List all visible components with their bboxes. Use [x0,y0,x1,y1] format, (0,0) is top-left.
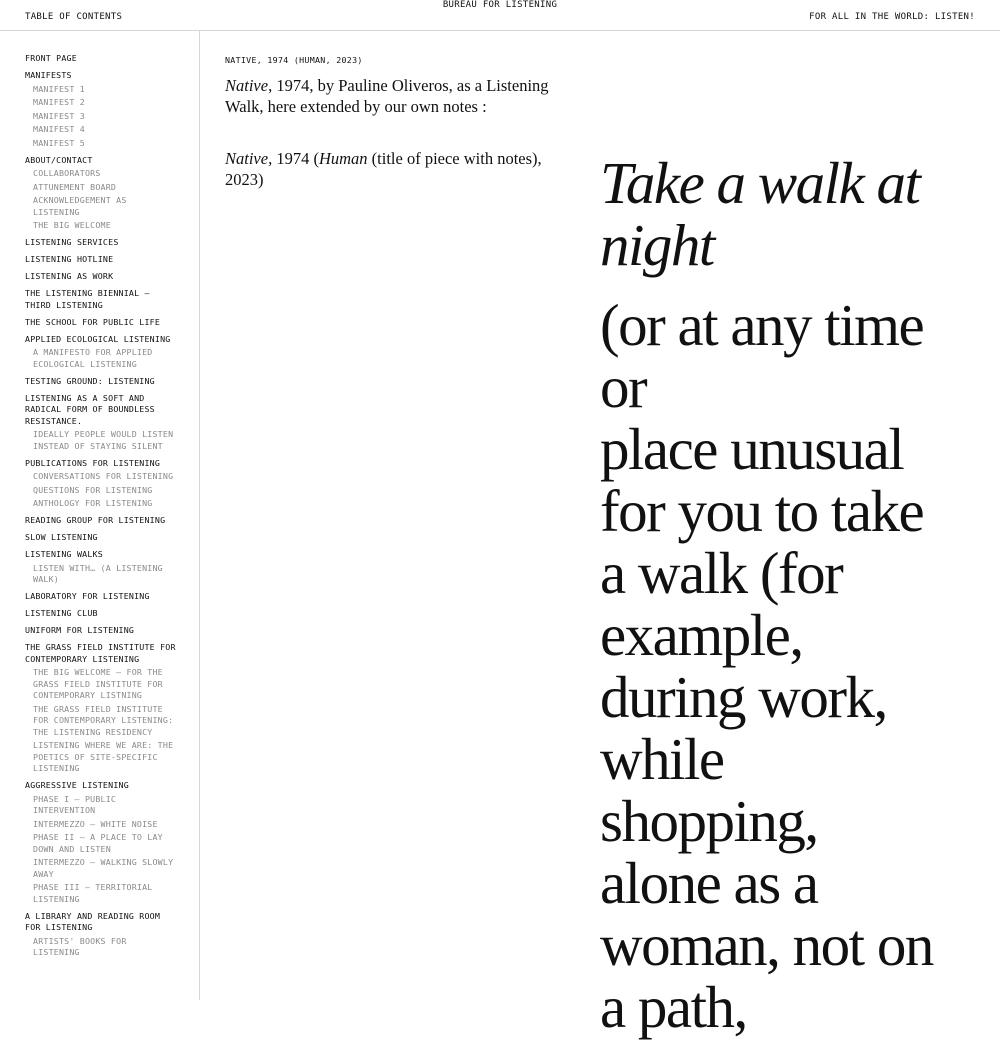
sidebar-item[interactable]: APPLIED ECOLOGICAL LISTENING [25,333,171,344]
sidebar-group [25,608,177,620]
sidebar-item[interactable]: TESTING GROUND: LISTENING [25,375,155,386]
score-line: a walk (for [600,540,843,606]
score-line: place unusual [600,416,904,482]
sidebar-group [25,458,177,510]
sidebar-item[interactable]: LISTENING AS WORK [25,271,114,281]
sidebar-subitem[interactable]: ANTHOLOGY FOR LISTENING [33,498,153,508]
sidebar-subitem[interactable]: ATTUNEMENT BOARD [33,181,117,192]
sidebar-item[interactable]: LISTENING WALKS [25,549,103,559]
sidebar-group [25,642,177,775]
sidebar-item[interactable]: LISTENING CLUB [25,608,98,618]
site-title: BUREAU FOR LISTENING [442,0,558,10]
work-year: 1974 ( [272,149,319,168]
sidebar-subitem[interactable]: A MANIFESTO FOR APPLIED ECOLOGICAL LISTENING [33,347,153,369]
intro-title: Native [225,76,269,95]
top-bar [0,0,1000,31]
table-of-contents-link[interactable]: TABLE OF CONTENTS [25,12,123,22]
sidebar-subitem[interactable]: ARTISTS' BOOKS FOR LISTENING [33,935,127,957]
sidebar-subitem[interactable]: THE BIG WELCOME [33,220,111,230]
score-line: while [600,726,724,792]
sidebar-group [25,911,177,959]
score-line: during work, [600,664,887,730]
sidebar-group [25,625,177,637]
sidebar-item[interactable]: SLOW LISTENING [25,532,98,542]
sidebar-item[interactable]: LISTENING AS A SOFT AND RADICAL FORM OF BOUNDLESS RESISTANCE. [25,392,155,426]
sidebar-group [25,549,177,586]
sidebar-group [25,254,177,266]
sidebar-item[interactable]: PUBLICATIONS FOR LISTENING [25,457,161,468]
sidebar-subitem[interactable]: MANIFEST 4 [33,124,85,134]
sidebar-item[interactable]: ABOUT/CONTACT [25,154,93,165]
work-subtitle: Human [318,149,368,168]
sidebar-item[interactable]: AGGRESSIVE LISTENING [25,780,129,790]
sidebar-nav [0,31,200,1000]
sidebar-subitem[interactable]: THE GRASS FIELD INSTITUTE FOR CONTEMPORARY LISTENING: THE LISTENING RESIDENCY [33,703,174,737]
score-line: a path, [600,974,747,1040]
score-line: for you to take [600,478,924,544]
sidebar-group [25,515,177,527]
sidebar-item[interactable]: LISTENING HOTLINE [25,254,114,264]
sidebar-subitem[interactable]: CONVERSATIONS FOR LISTENING [33,471,174,481]
sidebar-group [25,288,177,311]
sidebar-item[interactable]: MANIFESTS [25,70,72,80]
score-line: alone as a [600,850,818,916]
sidebar-group [25,155,177,232]
sidebar-subitem[interactable]: PHASE III – TERRITORIAL LISTENING [33,882,153,904]
sidebar-item[interactable]: LABORATORY FOR LISTENING [25,591,150,601]
site-title-link[interactable] [443,0,557,10]
sidebar-subitem[interactable]: PHASE II – A PLACE TO LAY DOWN AND LISTEN [33,832,163,854]
sidebar-item[interactable]: READING GROUP FOR LISTENING [25,515,166,525]
intro-paragraph [225,75,560,117]
sidebar-subitem[interactable]: MANIFEST 3 [33,110,85,121]
sidebar-item[interactable]: LISTENING SERVICES [25,237,119,247]
sidebar-group [25,393,177,453]
work-title: Native, [225,149,273,168]
sidebar-subitem[interactable]: PHASE I – PUBLIC INTERVENTION [33,793,117,815]
sidebar-group [25,780,177,905]
sidebar-subitem[interactable]: IDEALLY PEOPLE WOULD LISTEN INSTEAD OF STAYING SILENT [33,429,174,451]
score-line: or [600,354,647,420]
sidebar-subitem[interactable]: LISTEN WITH… (A LISTENING WALK) [33,562,163,584]
sidebar-subitem[interactable]: COLLABORATORS [33,168,101,178]
score-line: woman, not on [600,912,933,978]
sidebar-subitem[interactable]: QUESTIONS FOR LISTENING [33,484,153,495]
main-content [200,31,1000,1040]
score-line: example, [600,602,803,668]
sidebar-group [25,376,177,388]
sidebar-item[interactable]: FRONT PAGE [25,53,77,63]
motto-link[interactable]: FOR ALL IN THE WORLD: LISTEN! [809,12,975,22]
sidebar-group [25,532,177,544]
sidebar-item[interactable]: A LIBRARY AND READING ROOM FOR LISTENING [25,910,161,932]
sidebar-subitem[interactable]: MANIFEST 5 [33,137,85,148]
sidebar-item[interactable]: THE LISTENING BIENNIAL – THIRD LISTENING [25,288,150,310]
score-text [600,152,990,1038]
site-title-wrap [0,0,1000,10]
sidebar-item[interactable]: UNIFORM FOR LISTENING [25,625,135,635]
sidebar-group [25,53,177,65]
score-line: (or at any time [600,292,924,358]
sidebar-group [25,317,177,329]
sidebar-subitem[interactable]: LISTENING WHERE WE ARE: THE POETICS OF SITE-SPECIFIC LISTENING [33,740,174,773]
sidebar-group [25,237,177,249]
score-line: shopping, [600,788,818,854]
sidebar-item[interactable]: THE GRASS FIELD INSTITUTE FOR CONTEMPORARY LISTENING [25,642,176,664]
sidebar-subitem[interactable]: THE BIG WELCOME – FOR THE GRASS FIELD INSTITUTE FOR CONTEMPORARY LISTNING [33,667,163,700]
sidebar-group [25,70,177,149]
sidebar-subitem[interactable]: ACKNOWLEDGEMENT AS LISTENING [33,195,127,217]
sidebar-subitem[interactable]: INTERMEZZO – WALKING SLOWLY AWAY [33,857,174,879]
sidebar-group [25,334,177,371]
sidebar-group [25,271,177,283]
sidebar-subitem[interactable]: INTERMEZZO – WHITE NOISE [33,818,158,829]
score-body [600,294,990,1038]
score-heading: Take a walk at night [600,150,920,278]
sidebar-item[interactable]: THE SCHOOL FOR PUBLIC LIFE [25,316,161,327]
sidebar-group [25,591,177,603]
work-title-paragraph [225,148,560,190]
breadcrumb: NATIVE, 1974 (HUMAN, 2023) [225,55,363,65]
intro-text: , 1974, by Pauline Oliveros, as a Listening Walk, here extended by our own notes : [225,76,549,116]
work-note: (title of piece with notes), 2023) [225,149,542,189]
sidebar-subitem[interactable]: MANIFEST 1 [33,83,85,94]
sidebar-subitem[interactable]: MANIFEST 2 [33,97,85,107]
